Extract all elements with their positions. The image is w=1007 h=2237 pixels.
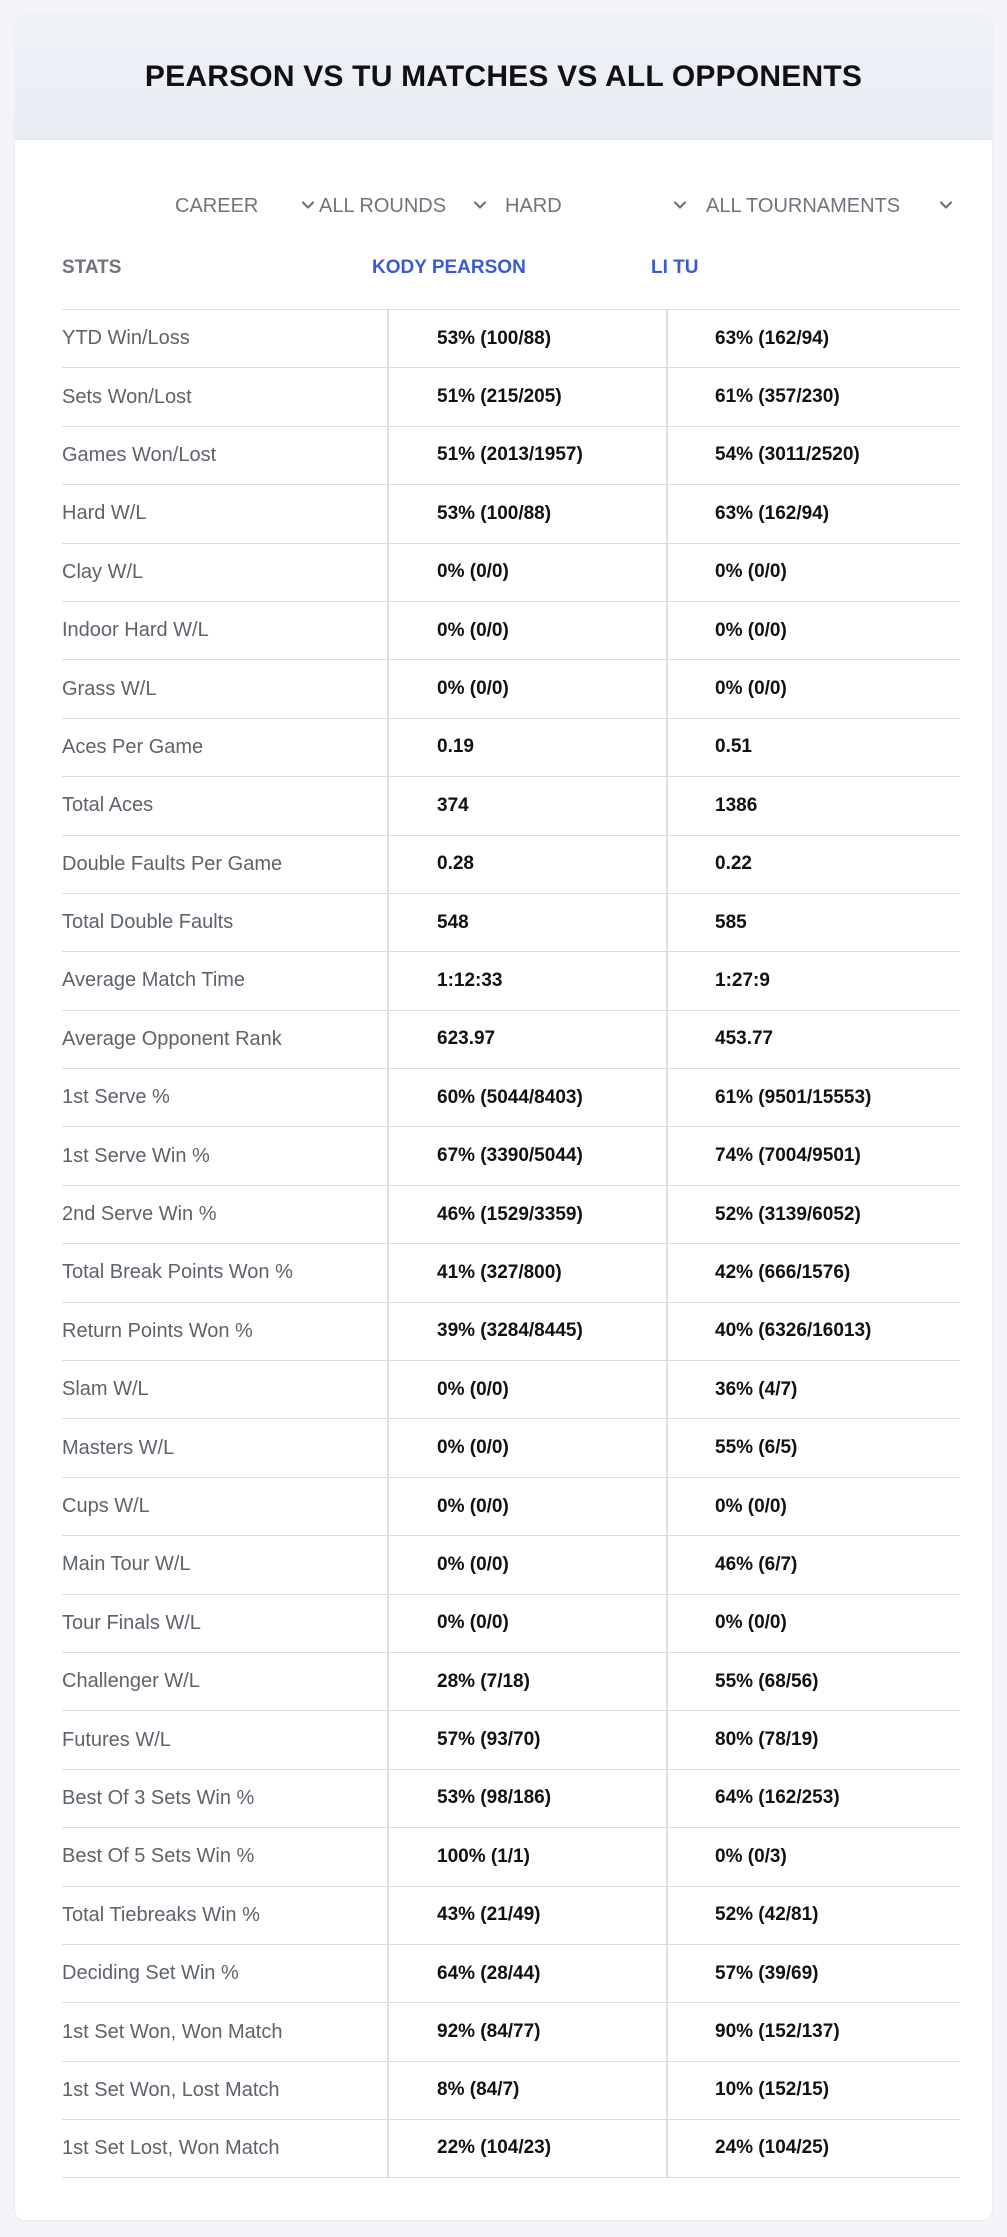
chevron-down-icon bbox=[673, 198, 687, 212]
stat-label: Futures W/L bbox=[62, 1728, 171, 1751]
player2-stat-value: 52% (3139/6052) bbox=[715, 1203, 861, 1225]
column-divider bbox=[666, 1945, 668, 2002]
stat-label: Cups W/L bbox=[62, 1495, 150, 1517]
player2-stat-value: 453.77 bbox=[715, 1028, 774, 1050]
stat-label: Total Break Points Won % bbox=[62, 1261, 293, 1284]
column-divider bbox=[387, 719, 389, 776]
column-divider bbox=[666, 368, 668, 425]
column-divider bbox=[666, 1595, 668, 1652]
column-divider bbox=[387, 427, 389, 484]
player2-stat-value: 36% (4/7) bbox=[715, 1378, 798, 1400]
column-divider bbox=[387, 544, 389, 601]
column-divider bbox=[666, 719, 668, 776]
player2-stat-value: 42% (666/1576) bbox=[715, 1261, 851, 1283]
column-divider bbox=[666, 660, 668, 717]
table-row bbox=[62, 1477, 960, 1535]
column-divider bbox=[387, 602, 389, 659]
stat-label: 1st Set Lost, Won Match bbox=[62, 2136, 280, 2159]
table-row bbox=[62, 426, 960, 484]
column-divider bbox=[666, 1419, 668, 1476]
player1-stat-value: 51% (215/205) bbox=[437, 386, 562, 408]
column-divider bbox=[387, 2062, 389, 2119]
table-row bbox=[62, 2002, 960, 2060]
column-divider bbox=[387, 485, 389, 542]
stat-label: Challenger W/L bbox=[62, 1670, 200, 1693]
column-divider bbox=[387, 1887, 389, 1944]
column-divider bbox=[387, 2003, 389, 2060]
player2-stat-value: 1386 bbox=[715, 794, 758, 816]
player1-stat-value: 53% (98/186) bbox=[437, 1787, 552, 1809]
stat-label: YTD Win/Loss bbox=[62, 327, 190, 350]
column-divider bbox=[387, 1303, 389, 1360]
table-row bbox=[62, 1302, 960, 1360]
table-row bbox=[62, 543, 960, 601]
table-row bbox=[62, 1886, 960, 1944]
player2-stat-value: 0% (0/3) bbox=[715, 1845, 787, 1867]
column-divider bbox=[387, 894, 389, 951]
column-divider bbox=[387, 1711, 389, 1768]
column-divider bbox=[666, 836, 668, 893]
player2-stat-value: 0% (0/0) bbox=[715, 619, 787, 641]
player1-stat-value: 623.97 bbox=[437, 1028, 496, 1050]
stat-label: Average Match Time bbox=[62, 969, 246, 992]
table-row bbox=[62, 659, 960, 717]
stat-label: 1st Set Won, Lost Match bbox=[62, 2078, 280, 2101]
column-divider bbox=[666, 485, 668, 542]
stat-label: 1st Serve Win % bbox=[62, 1144, 210, 1167]
player2-stat-value: 0.22 bbox=[715, 853, 752, 875]
player1-stat-value: 0% (0/0) bbox=[437, 619, 509, 641]
stats-table-body bbox=[62, 309, 960, 2178]
player1-stat-value: 46% (1529/3359) bbox=[437, 1203, 583, 1225]
column-divider bbox=[666, 1361, 668, 1418]
column-divider bbox=[666, 2003, 668, 2060]
column-divider bbox=[387, 1069, 389, 1126]
column-divider bbox=[666, 602, 668, 659]
round-filter[interactable] bbox=[319, 186, 487, 226]
column-divider bbox=[387, 1244, 389, 1301]
table-row bbox=[62, 1243, 960, 1301]
player1-stat-value: 0% (0/0) bbox=[437, 1495, 509, 1517]
table-row bbox=[62, 2061, 960, 2119]
player1-stat-value: 0% (0/0) bbox=[437, 561, 509, 583]
table-row bbox=[62, 1418, 960, 1476]
player1-stat-value: 0.19 bbox=[437, 736, 474, 758]
player2-stat-value: 0% (0/0) bbox=[715, 678, 787, 700]
table-row bbox=[62, 1010, 960, 1068]
table-row bbox=[62, 1360, 960, 1418]
stat-label: Main Tour W/L bbox=[62, 1553, 191, 1576]
table-row bbox=[62, 893, 960, 951]
player1-stat-value: 51% (2013/1957) bbox=[437, 444, 583, 466]
table-row bbox=[62, 1652, 960, 1710]
player2-stat-value: 80% (78/19) bbox=[715, 1729, 819, 1751]
player2-stat-value: 585 bbox=[715, 911, 747, 933]
column-divider bbox=[666, 1653, 668, 1710]
stat-label: Total Aces bbox=[62, 794, 154, 817]
stat-label: Average Opponent Rank bbox=[62, 1027, 282, 1050]
column-divider bbox=[387, 1419, 389, 1476]
column-divider bbox=[666, 952, 668, 1009]
player2-stat-value: 10% (152/15) bbox=[715, 2079, 830, 2101]
column-divider bbox=[387, 2120, 389, 2176]
filter-bar bbox=[15, 186, 992, 226]
column-divider bbox=[666, 310, 668, 367]
column-divider bbox=[387, 1595, 389, 1652]
column-divider bbox=[666, 1711, 668, 1768]
column-divider bbox=[666, 1186, 668, 1243]
player2-stat-value: 40% (6326/16013) bbox=[715, 1320, 872, 1342]
stat-label: Double Faults Per Game bbox=[62, 852, 283, 875]
column-divider bbox=[666, 1770, 668, 1827]
page-title: PEARSON VS TU MATCHES VS ALL OPPONENTS bbox=[144, 59, 863, 93]
player1-stat-value: 28% (7/18) bbox=[437, 1670, 530, 1692]
stats-card bbox=[15, 14, 992, 2220]
player2-stat-value: 63% (162/94) bbox=[715, 327, 830, 349]
column-divider bbox=[666, 2120, 668, 2176]
column-divider bbox=[387, 1945, 389, 2002]
player2-stat-value: 55% (68/56) bbox=[715, 1670, 819, 1692]
player2-stat-value: 52% (42/81) bbox=[715, 1904, 819, 1926]
tournament-filter[interactable] bbox=[706, 186, 953, 226]
table-row bbox=[62, 1126, 960, 1184]
table-row bbox=[62, 1535, 960, 1593]
stat-label: Masters W/L bbox=[62, 1436, 175, 1459]
player1-stat-value: 39% (3284/8445) bbox=[437, 1320, 583, 1342]
table-row bbox=[62, 951, 960, 1009]
column-divider bbox=[387, 1186, 389, 1243]
column-divider bbox=[387, 1127, 389, 1184]
table-row bbox=[62, 1827, 960, 1885]
stat-label: Grass W/L bbox=[62, 677, 157, 700]
column-divider bbox=[666, 777, 668, 834]
card-header bbox=[15, 14, 992, 140]
column-divider bbox=[387, 777, 389, 834]
player2-stat-value: 74% (7004/9501) bbox=[715, 1145, 861, 1167]
column-divider bbox=[666, 1127, 668, 1184]
table-row bbox=[62, 1185, 960, 1243]
player1-stat-value: 60% (5044/8403) bbox=[437, 1086, 583, 1108]
table-row bbox=[62, 1944, 960, 2002]
player2-stat-value: 46% (6/7) bbox=[715, 1553, 798, 1575]
player1-stat-value: 67% (3390/5044) bbox=[437, 1145, 583, 1167]
player1-stat-value: 53% (100/88) bbox=[437, 327, 552, 349]
round-filter-label: ALL ROUNDS bbox=[319, 194, 447, 217]
stat-label: Tour Finals W/L bbox=[62, 1611, 201, 1634]
column-divider bbox=[387, 660, 389, 717]
column-divider bbox=[666, 1536, 668, 1593]
column-divider bbox=[666, 1011, 668, 1068]
column-divider bbox=[666, 1887, 668, 1944]
player1-stat-value: 0% (0/0) bbox=[437, 1437, 509, 1459]
stat-label: 1st Set Won, Won Match bbox=[62, 2020, 283, 2043]
player2-stat-value: 55% (6/5) bbox=[715, 1437, 798, 1459]
stat-label: Deciding Set Win % bbox=[62, 1962, 239, 1985]
player2-stat-value: 90% (152/137) bbox=[715, 2021, 840, 2043]
stat-label: Indoor Hard W/L bbox=[62, 619, 209, 642]
tournament-filter-label: ALL TOURNAMENTS bbox=[706, 194, 901, 217]
stat-label: Best Of 5 Sets Win % bbox=[62, 1845, 255, 1868]
chevron-down-icon bbox=[939, 198, 953, 212]
column-divider bbox=[666, 1069, 668, 1126]
table-row bbox=[62, 1710, 960, 1768]
player2-stat-value: 63% (162/94) bbox=[715, 502, 830, 524]
player1-stat-value: 374 bbox=[437, 794, 469, 816]
column-divider bbox=[387, 1361, 389, 1418]
stat-label: Total Tiebreaks Win % bbox=[62, 1903, 260, 1926]
player2-stat-value: 64% (162/253) bbox=[715, 1787, 840, 1809]
column-divider bbox=[387, 952, 389, 1009]
player1-stat-value: 0% (0/0) bbox=[437, 678, 509, 700]
player2-stat-value: 0% (0/0) bbox=[715, 1612, 787, 1634]
player1-stat-value: 43% (21/49) bbox=[437, 1904, 541, 1926]
table-row bbox=[62, 776, 960, 834]
player1-stat-value: 0% (0/0) bbox=[437, 1553, 509, 1575]
stat-label: Return Points Won % bbox=[62, 1319, 253, 1342]
period-filter-label: CAREER bbox=[175, 194, 259, 217]
table-row bbox=[62, 1068, 960, 1126]
table-row bbox=[62, 835, 960, 893]
player1-stat-value: 22% (104/23) bbox=[437, 2137, 552, 2159]
stat-label: Games Won/Lost bbox=[62, 443, 217, 466]
table-row bbox=[62, 601, 960, 659]
player2-stat-value: 0% (0/0) bbox=[715, 561, 787, 583]
column-divider bbox=[666, 427, 668, 484]
player2-stat-value: 0.51 bbox=[715, 736, 752, 758]
player1-stat-value: 1:12:33 bbox=[437, 969, 503, 991]
stat-label: Clay W/L bbox=[62, 560, 144, 583]
player2-stat-value: 54% (3011/2520) bbox=[715, 444, 860, 466]
stat-label: Slam W/L bbox=[62, 1378, 149, 1401]
stat-label: Total Double Faults bbox=[62, 911, 234, 934]
column-divider bbox=[387, 1770, 389, 1827]
column-divider bbox=[666, 1303, 668, 1360]
table-header bbox=[62, 248, 960, 288]
player1-stat-value: 0% (0/0) bbox=[437, 1612, 509, 1634]
column-divider bbox=[387, 1653, 389, 1710]
player2-stat-value: 57% (39/69) bbox=[715, 1962, 819, 1984]
player2-column-header[interactable]: LI TU bbox=[651, 257, 699, 278]
player1-stat-value: 41% (327/800) bbox=[437, 1261, 562, 1283]
column-divider bbox=[387, 310, 389, 367]
table-row bbox=[62, 309, 960, 367]
stat-label: Aces Per Game bbox=[62, 735, 204, 758]
player2-stat-value: 61% (9501/15553) bbox=[715, 1086, 872, 1108]
table-row bbox=[62, 1769, 960, 1827]
column-divider bbox=[666, 1244, 668, 1301]
player1-stat-value: 8% (84/7) bbox=[437, 2079, 520, 2101]
column-divider bbox=[387, 1478, 389, 1535]
column-divider bbox=[666, 1828, 668, 1885]
stat-label: 1st Serve % bbox=[62, 1086, 170, 1109]
column-divider bbox=[387, 1828, 389, 1885]
table-row bbox=[62, 484, 960, 542]
table-row bbox=[62, 367, 960, 425]
stat-label: Hard W/L bbox=[62, 502, 147, 525]
stat-label: 2nd Serve Win % bbox=[62, 1203, 217, 1226]
player1-stat-value: 548 bbox=[437, 911, 469, 933]
player1-stat-value: 100% (1/1) bbox=[437, 1845, 530, 1867]
stat-label: Sets Won/Lost bbox=[62, 385, 192, 408]
column-divider bbox=[387, 1536, 389, 1593]
column-divider bbox=[387, 1011, 389, 1068]
player1-column-header[interactable]: KODY PEARSON bbox=[372, 257, 526, 278]
column-divider bbox=[666, 2062, 668, 2119]
player1-stat-value: 0.28 bbox=[437, 853, 474, 875]
table-row bbox=[62, 1594, 960, 1652]
surface-filter-label: HARD bbox=[505, 194, 562, 217]
player2-stat-value: 24% (104/25) bbox=[715, 2137, 830, 2159]
column-divider bbox=[666, 1478, 668, 1535]
table-row bbox=[62, 718, 960, 776]
chevron-down-icon bbox=[473, 198, 487, 212]
player1-stat-value: 57% (93/70) bbox=[437, 1729, 541, 1751]
player2-stat-value: 61% (357/230) bbox=[715, 386, 840, 408]
chevron-down-icon bbox=[301, 198, 315, 212]
player1-stat-value: 64% (28/44) bbox=[437, 1962, 541, 1984]
column-divider bbox=[387, 836, 389, 893]
stat-label: Best Of 3 Sets Win % bbox=[62, 1786, 255, 1809]
player2-stat-value: 0% (0/0) bbox=[715, 1495, 787, 1517]
player1-stat-value: 53% (100/88) bbox=[437, 502, 552, 524]
player2-stat-value: 1:27:9 bbox=[715, 969, 770, 991]
surface-filter[interactable] bbox=[505, 186, 687, 226]
table-row bbox=[62, 2119, 960, 2177]
player1-stat-value: 92% (84/77) bbox=[437, 2021, 541, 2043]
column-divider bbox=[666, 894, 668, 951]
column-divider bbox=[666, 544, 668, 601]
period-filter[interactable] bbox=[175, 186, 315, 226]
player1-stat-value: 0% (0/0) bbox=[437, 1378, 509, 1400]
stats-column-header: STATS bbox=[62, 257, 122, 278]
column-divider bbox=[387, 368, 389, 425]
